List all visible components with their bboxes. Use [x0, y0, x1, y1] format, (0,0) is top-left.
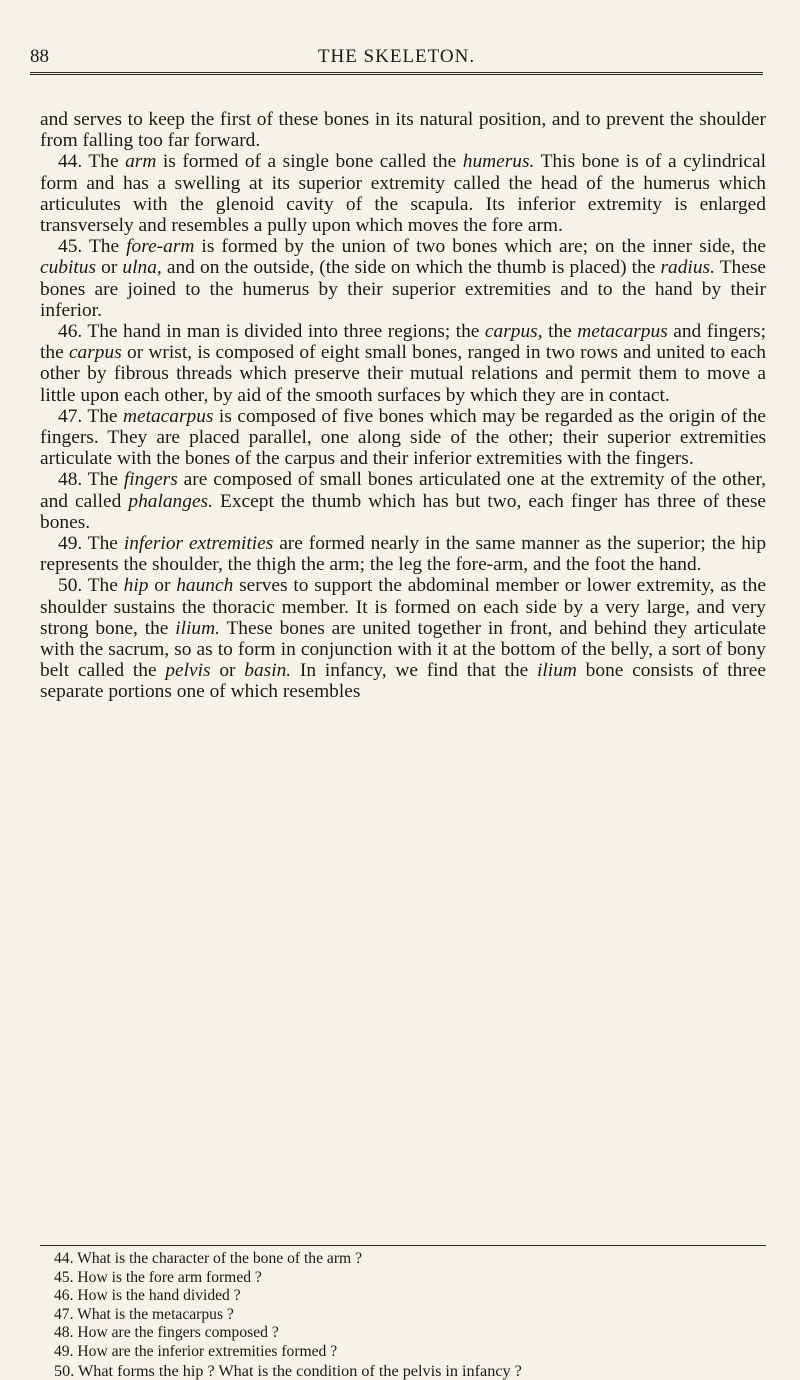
text-run: are composed of small bones articulated one at the extremity of the other, and called	[40, 469, 767, 512]
italic-term: carpus,	[484, 321, 543, 343]
text-run: are formed nearly in the same manner as the superior; the hip represents the shoulder, the thigh the arm; the leg the fore-arm, and the foot the hand.	[40, 533, 767, 576]
text-run: and serves to keep the first of these bones in its natural position, and to prevent the shoulder from falling too far forward.	[40, 109, 766, 152]
text-run: is formed of a single bone called the	[156, 151, 463, 173]
text-run: or	[148, 575, 177, 597]
body-text	[40, 109, 766, 703]
questions-rule	[40, 1245, 766, 1246]
italic-term: phalanges.	[128, 490, 213, 512]
text-run: and on the outside, (the side on which the thumb is placed) the	[161, 257, 661, 279]
text-run: or	[210, 660, 245, 682]
paragraph	[40, 109, 766, 151]
text-run: or	[96, 257, 123, 279]
text-run: 47. The	[58, 405, 123, 427]
text-run: the	[542, 321, 578, 343]
italic-term: ulna,	[122, 257, 162, 279]
italic-term: fingers	[123, 469, 178, 491]
text-run: 49. The	[58, 533, 124, 555]
italic-term: ilium	[537, 660, 577, 682]
text-run: is composed of five bones which may be regarded as the origin of the fingers. They are placed parallel, one along side of the other; their superior extremities articulate with the bones of the carpus and their inferior extremities with the fingers.	[40, 405, 767, 470]
italic-term: pelvis	[165, 660, 211, 682]
italic-term: radius.	[660, 257, 715, 279]
italic-term: inferior extremities	[123, 533, 274, 555]
paragraph	[40, 321, 766, 406]
text-run: is formed by the union of two bones which are; on the inner side, the	[194, 236, 766, 258]
text-run: or wrist, is composed of eight small bones, ranged in two rows and united to each other by fibrous threads which preserve their mutual relations and permit them to move a little upon each other, by aid of the smooth surfaces by which they are in contact.	[40, 342, 766, 406]
italic-term: basin.	[244, 660, 292, 682]
paragraph	[40, 469, 766, 533]
question-item: 44. What is the character of the bone of the arm ?	[54, 1250, 362, 1267]
question-item: 50. What forms the hip ? What is the condition of the pelvis in infancy ?	[54, 1361, 522, 1380]
italic-term: hip	[123, 575, 149, 597]
text-run: In infancy, we find that the	[291, 660, 538, 682]
text-run: and fingers; the	[40, 321, 766, 364]
italic-term: metacarpus	[577, 321, 668, 343]
paragraph	[40, 575, 766, 702]
header-rule	[30, 72, 763, 75]
question-item: 45. How is the fore arm formed ?	[54, 1268, 262, 1286]
paragraph	[40, 406, 766, 470]
text-run: bone consists of three separate portions one of which resembles	[40, 660, 766, 703]
text-run: These bones are joined to the humerus by their superior extremities and to the hand by their inferior.	[40, 257, 766, 321]
text-run: 50. The	[58, 575, 124, 597]
text-run: This bone is of a cylindrical form and has a swelling at its superior extremity called the head of the humerus which articulutes with the glenoid cavity of the scapula. Its inferior extremity is enlarged transversely and resembles a pully upon which moves the fore arm.	[40, 151, 766, 237]
text-run: 48. The	[58, 469, 124, 491]
italic-term: fore-arm	[126, 236, 195, 258]
question-item: 48. How are the fingers composed ?	[54, 1324, 279, 1342]
text-run: These bones are united together in front, and behind they articulate with the sacrum, so as to form in conjunction with it at the bottom of the belly, a sort of bony belt called the	[40, 617, 767, 682]
question-item: 49. How are the inferior extremities formed ?	[54, 1342, 338, 1360]
italic-term: metacarpus	[122, 405, 214, 427]
italic-term: arm	[125, 151, 157, 173]
italic-term: carpus	[68, 342, 122, 364]
text-run: Except the thumb which has but two, each finger has three of these bones.	[40, 490, 766, 533]
text-run: serves to support the abdominal member or lower extremity, as the shoulder sustains the thoracic member. It is formed on each side by a very large, and very strong bone, the	[40, 575, 766, 639]
running-title: THE SKELETON.	[317, 46, 476, 67]
italic-term: haunch	[176, 575, 234, 597]
paragraph	[40, 236, 766, 321]
italic-term: ilium.	[175, 617, 220, 639]
text-run: 44. The	[58, 151, 126, 173]
question-item: 47. What is the metacarpus ?	[54, 1305, 234, 1323]
text-run: 45. The	[58, 236, 127, 258]
page-number: 88	[30, 46, 49, 67]
paragraph	[40, 151, 766, 236]
italic-term: cubitus	[40, 257, 97, 279]
paragraph	[40, 533, 766, 575]
italic-term: humerus.	[462, 151, 535, 173]
question-item: 46. How is the hand divided ?	[54, 1287, 241, 1305]
text-run: 46. The hand in man is divided into three regions; the	[58, 321, 485, 343]
review-questions	[54, 1250, 766, 1380]
